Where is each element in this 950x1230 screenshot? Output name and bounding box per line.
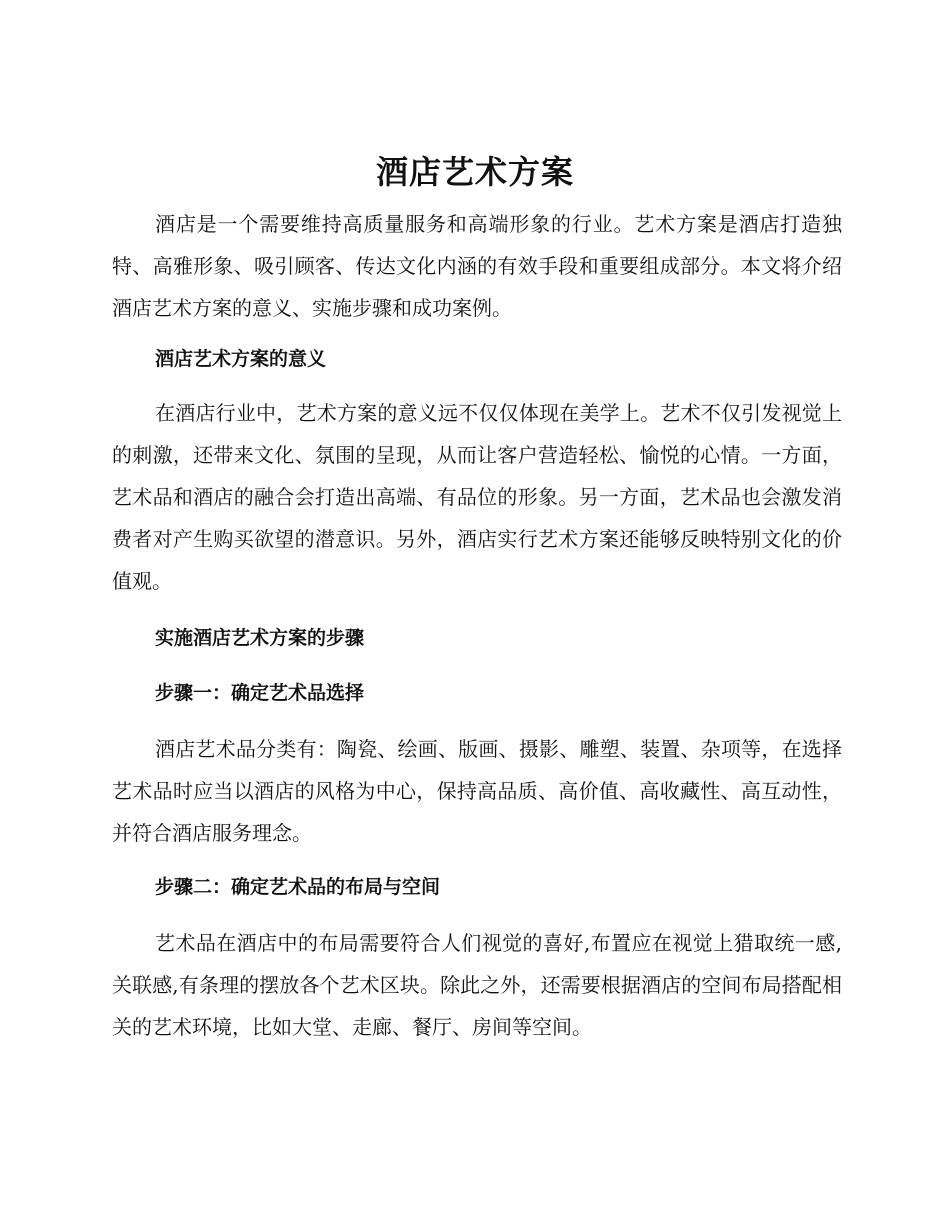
step1-heading: 步骤一：确定艺术品选择: [155, 682, 365, 704]
meaning-paragraph: 在酒店行业中，艺术方案的意义远不仅仅体现在美学上。艺术不仅引发视觉上的刺激，还带来文化、氛围的呈现，从而让客户营造轻松、愉悦的心情。一方面，艺术品和酒店的融合会打造出高端、有品位的形象。另一方面，艺术品也会激发消费者对产生购买欲望的潜意识。另外，酒店实行艺术方案还能够反映特别文化的价值观。: [112, 401, 842, 593]
section-heading-steps: 实施酒店艺术方案的步骤: [155, 627, 365, 649]
step2-heading: 步骤二：确定艺术品的布局与空间: [155, 876, 441, 898]
step1-paragraph: 酒店艺术品分类有：陶瓷、绘画、版画、摄影、雕塑、装置、杂项等，在选择艺术品时应当以酒店的风格为中心，保持高品质、高价值、高收藏性、高互动性，并符合酒店服务理念。: [112, 737, 842, 845]
section-heading-meaning: 酒店艺术方案的意义: [155, 348, 327, 370]
document-title: 酒店艺术方案: [375, 153, 574, 191]
intro-paragraph: 酒店是一个需要维持高质量服务和高端形象的行业。艺术方案是酒店打造独特、高雅形象、吸引顾客、传达文化内涵的有效手段和重要组成部分。本文将介绍酒店艺术方案的意义、实施步骤和成功案例。: [112, 212, 842, 320]
step2-paragraph: 艺术品在酒店中的布局需要符合人们视觉的喜好,布置应在视觉上猎取统一感,关联感,有条理的摆放各个艺术区块。除此之外，还需要根据酒店的空间布局搭配相关的艺术环境，比如大堂、走廊、餐厅、房间等空间。: [112, 931, 842, 1039]
